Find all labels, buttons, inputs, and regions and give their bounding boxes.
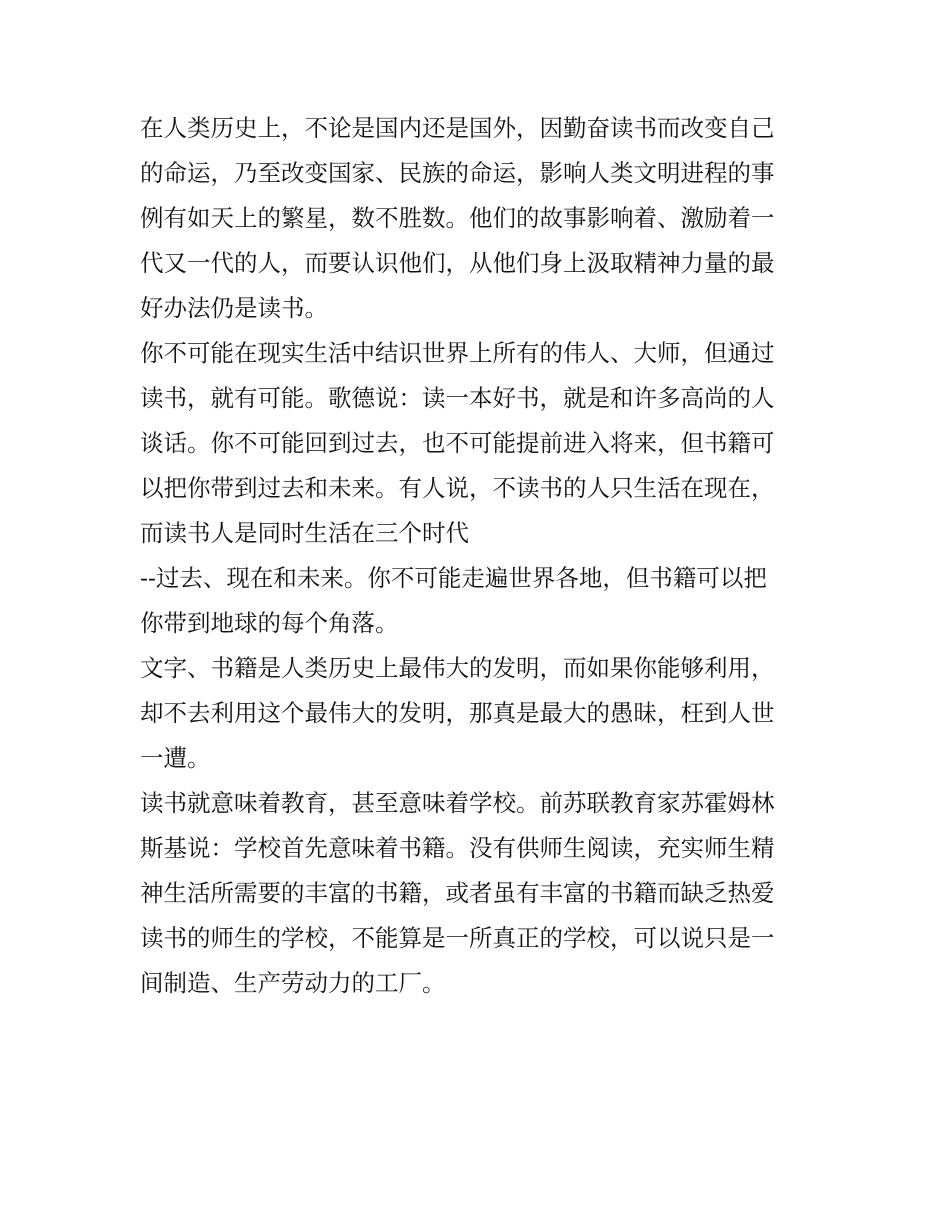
text-line: 读书就意味着教育，甚至意味着学校。前苏联教育家苏霍姆林: [140, 789, 775, 817]
text-line: 文字、书籍是人类历史上最伟大的发明，而如果你能够利用，: [140, 654, 775, 682]
document-body: [140, 106, 820, 1006]
text-line: 例有如天上的繁星，数不胜数。他们的故事影响着、激励着一: [140, 204, 775, 232]
text-line: 的命运，乃至改变国家、民族的命运，影响人类文明进程的事: [140, 159, 775, 187]
text-line: 谈话。你不可能回到过去，也不可能提前进入将来，但书籍可: [140, 429, 775, 457]
text-line: 以把你带到过去和未来。有人说，不读书的人只生活在现在，: [140, 474, 775, 502]
text-line: --过去、现在和未来。你不可能走遍世界各地，但书籍可以把: [140, 564, 767, 592]
text-line: 读书，就有可能。歌德说：读一本好书，就是和许多高尚的人: [140, 384, 775, 412]
text-line: 在人类历史上，不论是国内还是国外，因勤奋读书而改变自己: [140, 114, 775, 142]
text-line: 神生活所需要的丰富的书籍，或者虽有丰富的书籍而缺乏热爱: [140, 879, 775, 907]
text-line: 间制造、生产劳动力的工厂。: [140, 969, 446, 997]
text-line: 读书的师生的学校，不能算是一所真正的学校，可以说只是一: [140, 924, 775, 952]
text-line: 你带到地球的每个角落。: [140, 609, 399, 637]
text-line: 你不可能在现实生活中结识世界上所有的伟人、大师，但通过: [140, 339, 775, 367]
text-line: 而读书人是同时生活在三个时代: [140, 519, 469, 547]
text-line: 一遭。: [140, 744, 211, 772]
text-line: 代又一代的人，而要认识他们，从他们身上汲取精神力量的最: [140, 249, 775, 277]
text-line: 好办法仍是读书。: [140, 294, 328, 322]
text-line: 却不去利用这个最伟大的发明，那真是最大的愚昧，枉到人世: [140, 699, 775, 727]
text-line: 斯基说：学校首先意味着书籍。没有供师生阅读，充实师生精: [140, 834, 775, 862]
